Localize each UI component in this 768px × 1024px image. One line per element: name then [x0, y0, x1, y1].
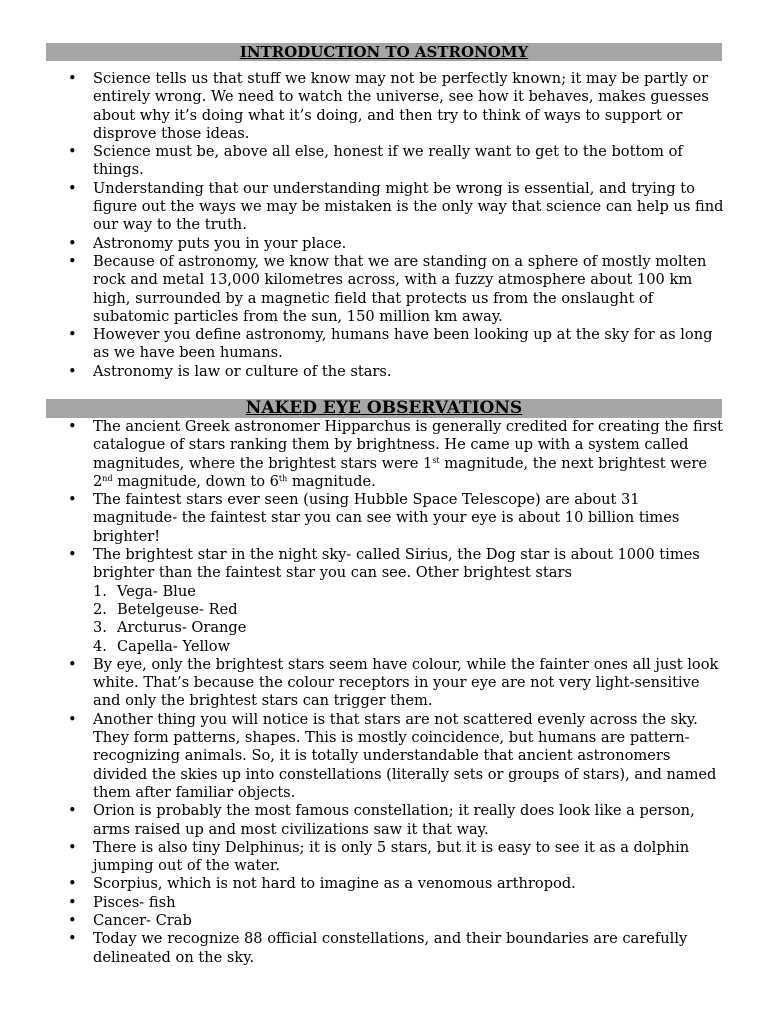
text-run: magnitude.: [287, 472, 376, 490]
star-item: [93, 583, 724, 601]
star-label: Betelgeuse- Red: [117, 600, 238, 618]
star-item: [93, 601, 724, 619]
list-item: • There is also tiny Delphinus; it is only 5 stars, but it is easy to see it as a dolphin jumping out of the water.: [0, 839, 768, 876]
text-run: The brightest star in the night sky- called Sirius, the Dog star is about 1000 times brighter than the faintest star you can see. Other brightest stars: [93, 546, 700, 582]
star-label: Capella- Yellow: [117, 637, 231, 655]
list-item: • Cancer- Crab: [0, 912, 768, 930]
section-title-naked-eye: NAKED EYE OBSERVATIONS: [46, 399, 722, 418]
text-run: magnitude, down to 6: [112, 472, 279, 490]
list-item: • Scorpius, which is not hard to imagine as a venomous arthropod.: [0, 875, 768, 893]
star-label: Vega- Blue: [117, 582, 196, 600]
star-number: 3.: [93, 619, 107, 637]
list-item: • The faintest stars ever seen (using Hubble Space Telescope) are about 31 magnitude- the faintest star you can see with your eye is about 10 billion times brighter!: [0, 491, 768, 546]
superscript: st: [432, 455, 440, 465]
list-item: • Science tells us that stuff we know may not be perfectly known; it may be partly or entirely wrong. We need to watch the universe, see how it behaves, makes guesses about why it’s doing what it’s doing, and then try to think of ways to support or disprove those ideas.: [0, 70, 768, 143]
list-item: • Orion is probably the most famous constellation; it really does look like a person, arms raised up and most civilizations saw it that way.: [0, 802, 768, 839]
section-title-introduction: INTRODUCTION TO ASTRONOMY: [46, 43, 722, 61]
superscript: th: [278, 473, 288, 483]
introduction-bullet-list: [0, 70, 768, 381]
list-item: • Today we recognize 88 official constellations, and their boundaries are carefully delineated on the sky.: [0, 930, 768, 967]
star-item: [93, 619, 724, 637]
list-item-hipparchus: [0, 418, 768, 491]
list-item: • Understanding that our understanding might be wrong is essential, and trying to figure out the ways we may be mistaken is the only way that science can help us find our way to the truth.: [0, 180, 768, 235]
star-number: 1.: [93, 582, 107, 600]
star-number: 4.: [93, 637, 107, 655]
list-item: • Another thing you will notice is that stars are not scattered evenly across the sky. They form patterns, shapes. This is mostly coincidence, but humans are pattern-recognizing animals. So, it is totally understandable that ancient astronomers divided the skies up into constellations (literally sets or groups of stars), and named them after familiar objects.: [0, 711, 768, 802]
list-item: • Astronomy is law or culture of the stars.: [0, 363, 768, 381]
list-item: • Pisces- fish: [0, 894, 768, 912]
brightest-stars-list: [93, 583, 724, 656]
list-item: • However you define astronomy, humans have been looking up at the sky for as long as we have been humans.: [0, 326, 768, 363]
list-item-sirius: [0, 546, 768, 656]
list-item: • Astronomy puts you in your place.: [0, 235, 768, 253]
list-item: • By eye, only the brightest stars seem have colour, while the fainter ones all just look white. That’s because the colour receptors in your eye are not very light-sensitive and only the brightest stars can trigger them.: [0, 656, 768, 711]
star-item: [93, 638, 724, 656]
list-item: • Science must be, above all else, honest if we really want to get to the bottom of things.: [0, 143, 768, 180]
star-label: Arcturus- Orange: [117, 619, 247, 637]
naked-eye-bullet-list: [0, 418, 768, 967]
text-run: magnitude, the next brightest were 2: [93, 454, 708, 490]
star-number: 2.: [93, 600, 107, 618]
list-item: • Because of astronomy, we know that we are standing on a sphere of mostly molten rock and metal 13,000 kilometres across, with a fuzzy atmosphere about 100 km high, surrounded by a magnetic field that protects us from the onslaught of subatomic particles from the sun, 150 million km away.: [0, 253, 768, 326]
text-run: The ancient Greek astronomer Hipparchus is generally credited for creating the first catalogue of stars ranking them by brightness. He came up with a system called magnitudes, where the brightest stars were 1: [93, 418, 724, 472]
superscript: nd: [102, 473, 113, 483]
